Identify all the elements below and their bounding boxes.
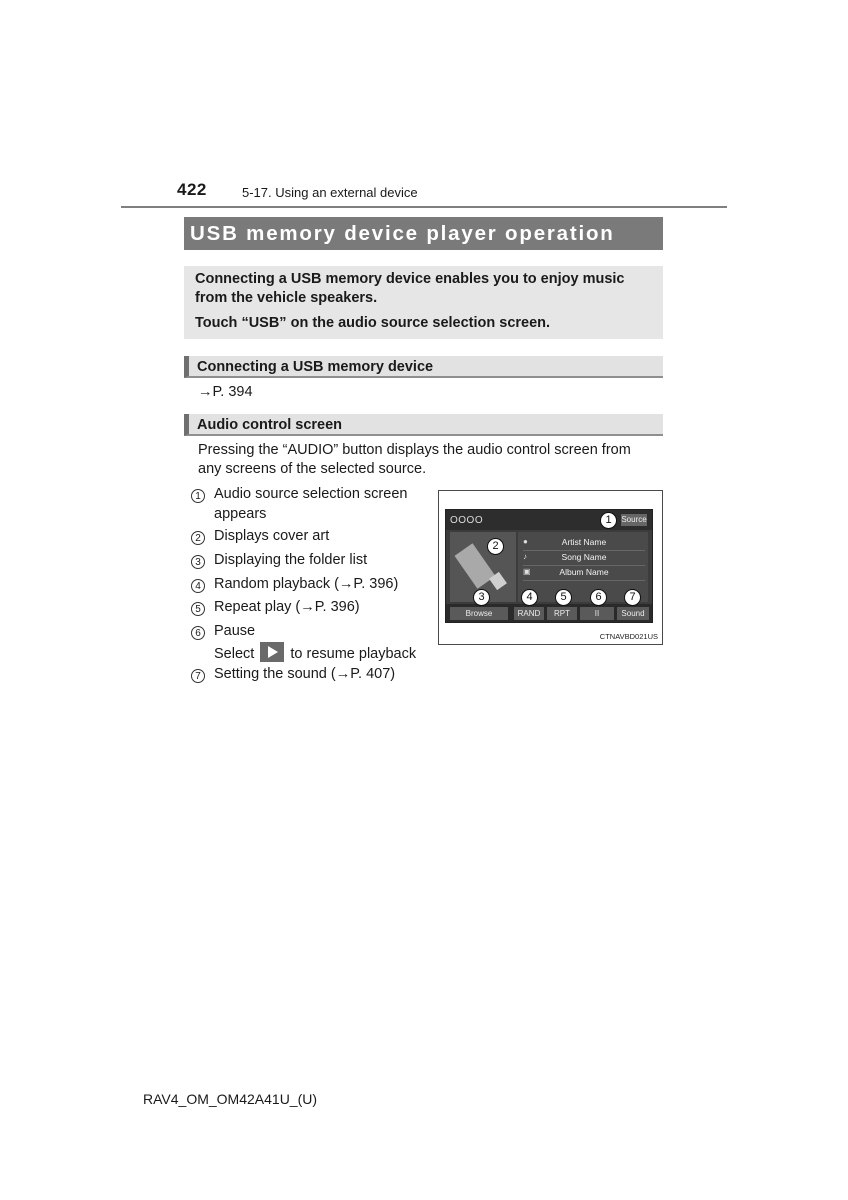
- callout-3: 3: [473, 589, 490, 606]
- callout-6: 6: [590, 589, 607, 606]
- list-item-2: Displays cover art: [214, 528, 330, 544]
- song-name: Song Name: [561, 552, 607, 562]
- album-row: [523, 566, 645, 581]
- list-number-1: 1: [191, 489, 205, 503]
- callout-7: 7: [624, 589, 641, 606]
- subheading-connecting: [184, 356, 663, 378]
- album-name: Album Name: [559, 567, 609, 577]
- list-item-1-line-1: Audio source selection screen: [214, 486, 408, 502]
- play-icon: [260, 642, 284, 662]
- list-number-5: 5: [191, 602, 205, 616]
- status-dots: OOOO: [450, 515, 484, 526]
- audio-control-paragraph-line-2: any screens of the selected source.: [198, 461, 427, 477]
- list-number-7: 7: [191, 669, 205, 683]
- list-item-4: Random playback (→P. 396): [214, 576, 399, 592]
- source-button: Source: [621, 515, 647, 524]
- list-item-6-line-1: Pause: [214, 623, 256, 639]
- music-note-icon: ♪: [523, 552, 527, 561]
- subheading-audio-control: [184, 414, 663, 436]
- pause-button: II: [580, 607, 614, 620]
- list-item-7: Setting the sound (→P. 407): [214, 666, 396, 682]
- subheading-connecting-label: Connecting a USB memory device: [197, 359, 434, 375]
- callout-5: 5: [555, 589, 572, 606]
- person-icon: ●: [523, 537, 528, 546]
- list-item-3: Displaying the folder list: [214, 552, 368, 568]
- list-number-6: 6: [191, 626, 205, 640]
- list-number-4: 4: [191, 579, 205, 593]
- intro-line-3: Touch “USB” on the audio source selection screen.: [195, 315, 551, 331]
- section-reference: 5-17. Using an external device: [242, 185, 418, 200]
- browse-button: Browse: [450, 607, 508, 620]
- album-icon: ▣: [523, 567, 531, 576]
- connecting-page-reference: →P. 394: [198, 384, 253, 400]
- header-rule: [121, 206, 727, 208]
- screen-bottom-bar: [446, 604, 652, 622]
- list-number-3: 3: [191, 555, 205, 569]
- title-band: [184, 217, 663, 250]
- subheading-audio-control-label: Audio control screen: [197, 417, 343, 433]
- figure-code: CTNAVBD021US: [599, 632, 658, 641]
- intro-box: [184, 266, 663, 339]
- intro-line-1: Connecting a USB memory device enables you to enjoy music: [195, 271, 625, 287]
- screen-top-bar: [446, 510, 652, 530]
- list-item-1-line-2: appears: [214, 506, 267, 522]
- page-title: USB memory device player operation: [190, 222, 615, 245]
- callout-1: 1: [600, 512, 617, 529]
- artist-name: Artist Name: [561, 537, 607, 547]
- list-item-6-line-2: [214, 642, 416, 662]
- resume-text: to resume playback: [290, 646, 417, 662]
- list-number-2: 2: [191, 531, 205, 545]
- song-row: [523, 551, 645, 566]
- audio-screen-figure: [438, 490, 663, 645]
- audio-control-paragraph-line-1: Pressing the “AUDIO” button displays the audio control screen from: [198, 442, 631, 458]
- rpt-button: RPT: [547, 607, 577, 620]
- artist-row: [523, 536, 645, 551]
- page-number: 422: [177, 180, 207, 199]
- sound-button: Sound: [617, 607, 649, 620]
- intro-line-2: from the vehicle speakers.: [195, 290, 378, 306]
- audio-control-screen: [445, 509, 653, 623]
- rand-button: RAND: [514, 607, 544, 620]
- callout-4: 4: [521, 589, 538, 606]
- footer-document-code: RAV4_OM_OM42A41U_(U): [143, 1091, 318, 1107]
- callout-2: 2: [487, 538, 504, 555]
- list-item-5: Repeat play (→P. 396): [214, 599, 360, 615]
- select-text: Select: [214, 646, 255, 662]
